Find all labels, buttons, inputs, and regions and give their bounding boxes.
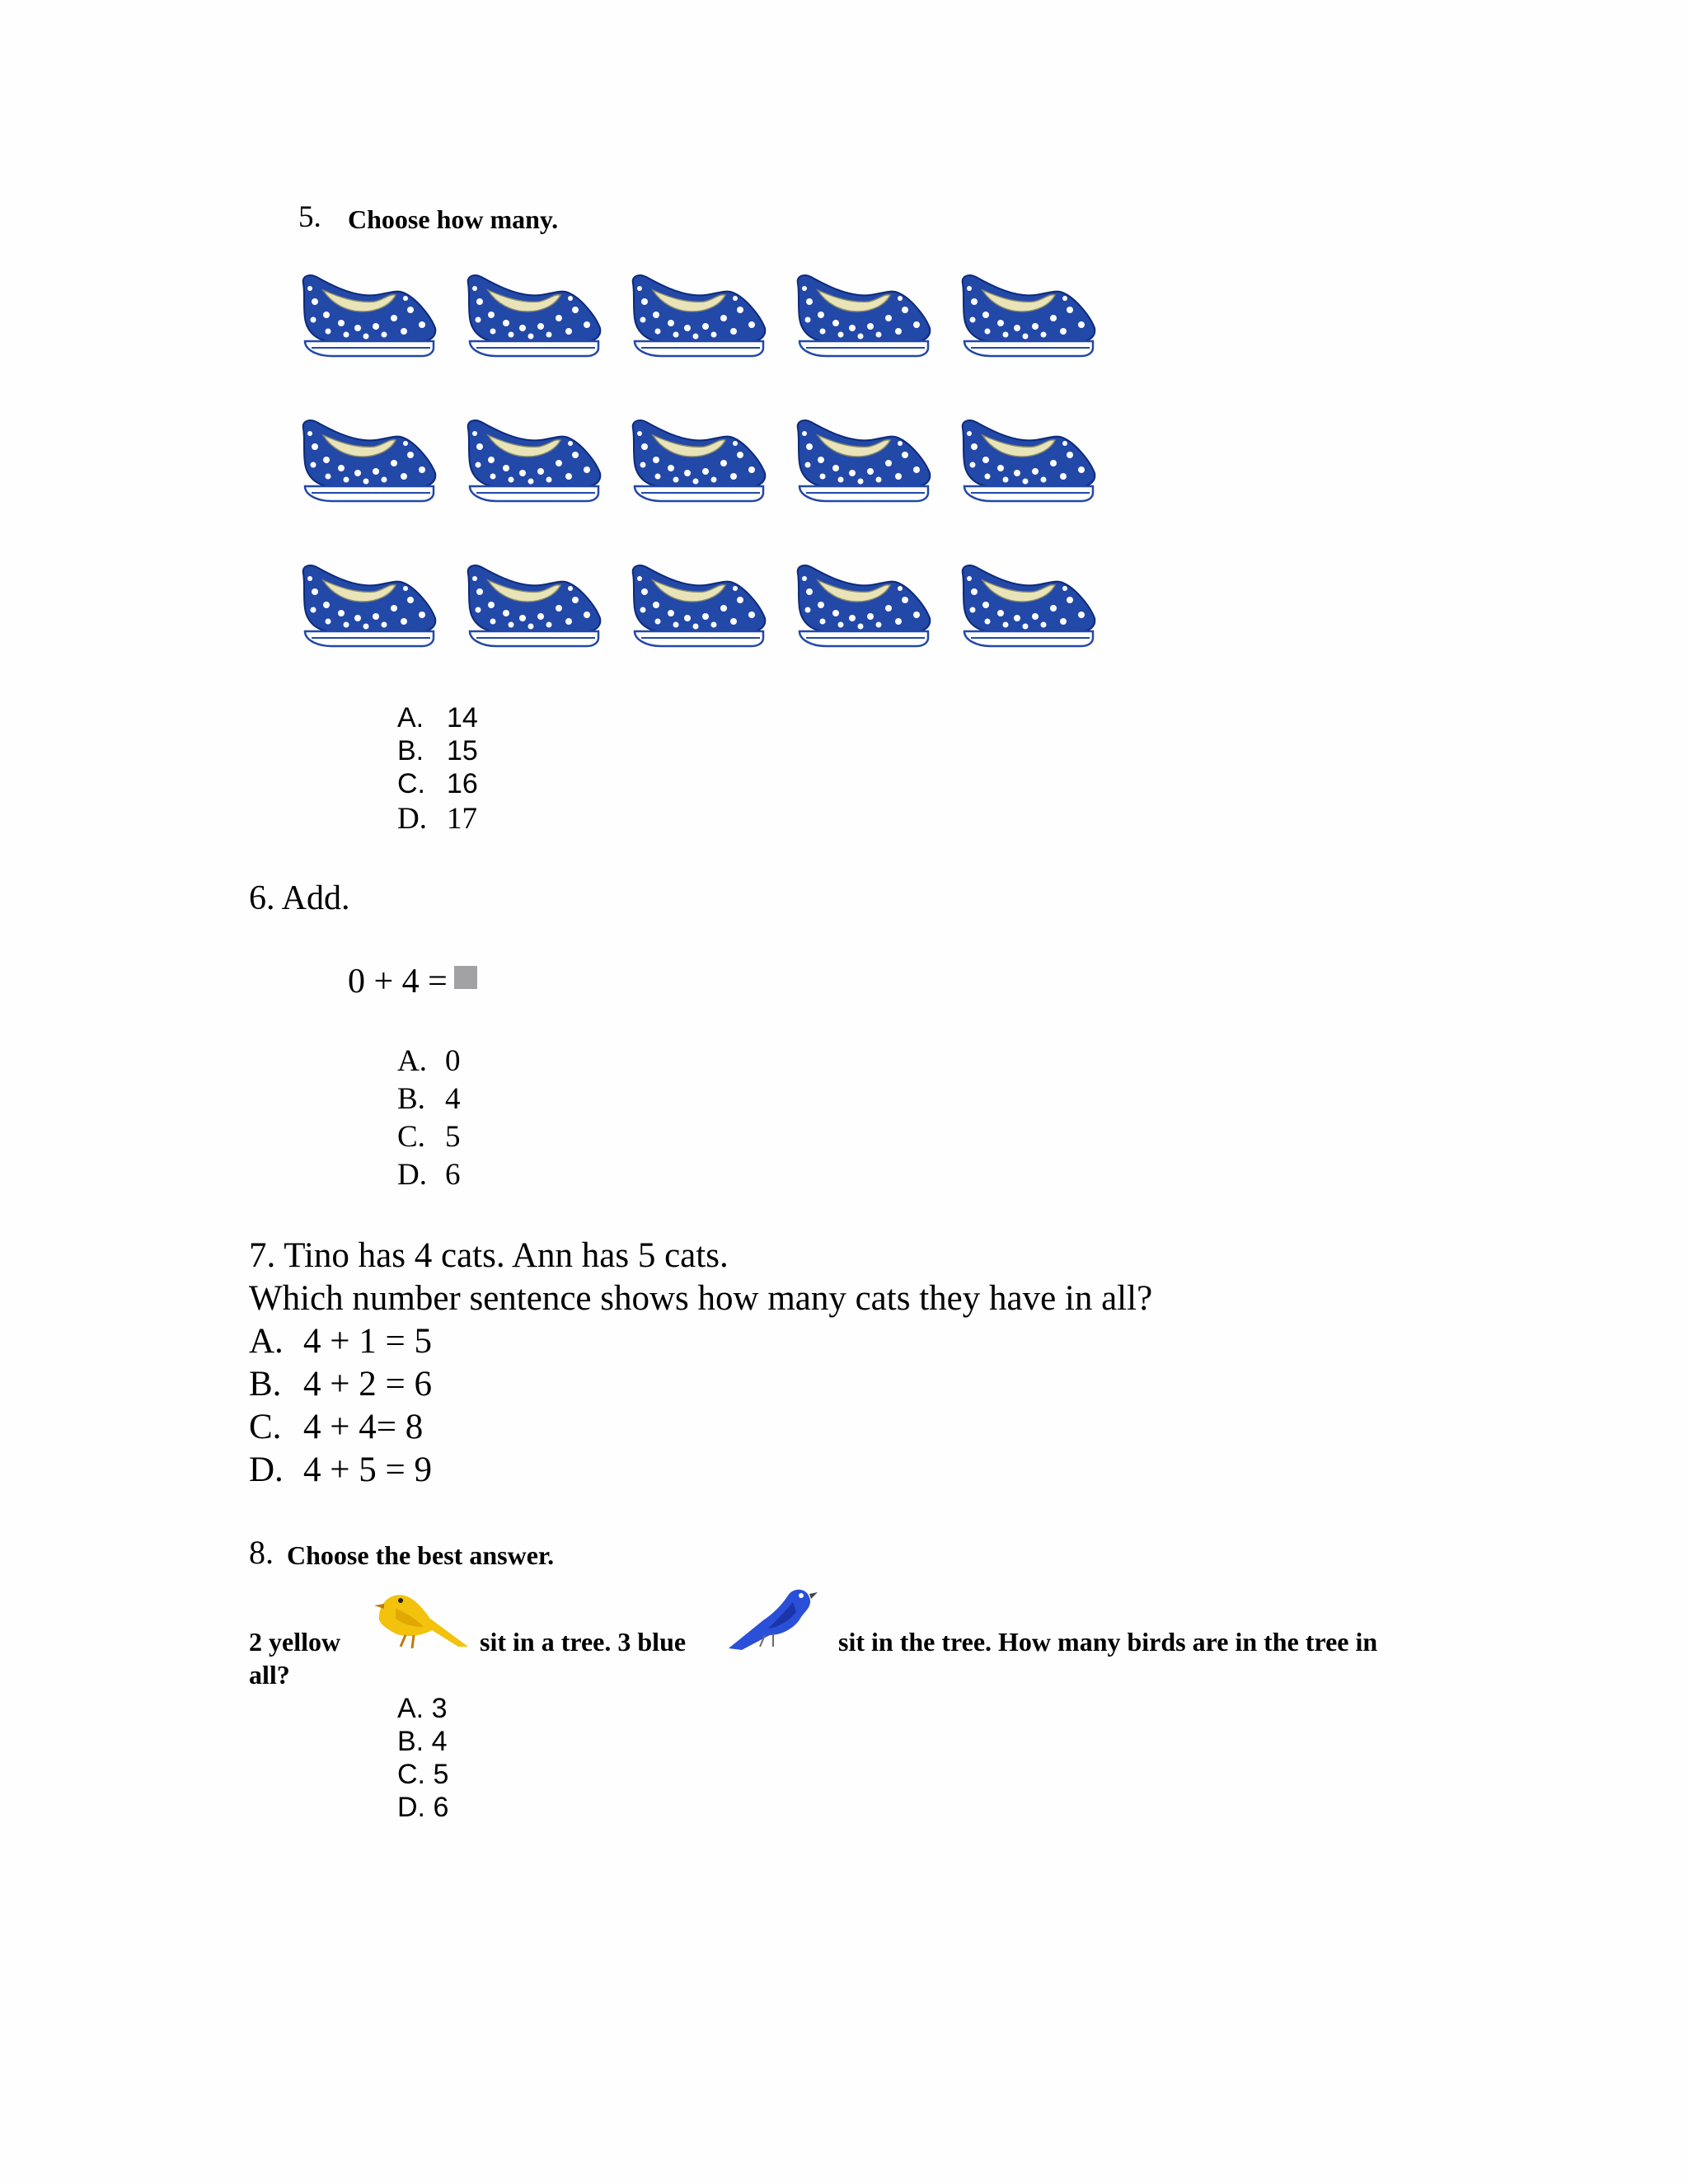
option-text: 5 bbox=[445, 1120, 461, 1154]
option-letter: B. bbox=[397, 735, 424, 766]
question-7 bbox=[249, 1235, 1152, 1492]
question-5-number: 5. bbox=[298, 200, 321, 234]
question-7-line-2: Which number sentence shows how many cats they have in all? bbox=[249, 1279, 1153, 1318]
q5-option-c[interactable] bbox=[397, 768, 478, 800]
question-6-title: 6. Add. bbox=[249, 879, 350, 917]
shoe-icon bbox=[958, 559, 1098, 662]
option-text: 6 bbox=[433, 1792, 449, 1823]
q8-text-part-2: sit in a tree. 3 blue bbox=[480, 1627, 687, 1657]
q7-option-d[interactable] bbox=[249, 1449, 1152, 1492]
shoe-icon bbox=[958, 414, 1098, 517]
shoe-icon bbox=[793, 414, 933, 517]
option-text: 4 + 2 = 6 bbox=[303, 1365, 433, 1404]
option-text: 17 bbox=[447, 802, 477, 836]
option-letter: A. bbox=[249, 1322, 284, 1361]
blue-bird-icon bbox=[727, 1584, 818, 1658]
option-text: 4 bbox=[431, 1726, 448, 1757]
shoe-icon bbox=[628, 414, 768, 517]
option-text: 4 + 5 = 9 bbox=[303, 1451, 433, 1489]
option-letter: A. bbox=[397, 1693, 424, 1724]
option-text: 4 + 1 = 5 bbox=[303, 1322, 433, 1361]
option-text: 6 bbox=[445, 1158, 461, 1192]
q6-option-d[interactable] bbox=[397, 1157, 461, 1193]
question-8-options bbox=[397, 1693, 562, 1833]
option-text: 15 bbox=[447, 735, 478, 766]
option-letter: D. bbox=[397, 802, 427, 836]
option-letter: C. bbox=[397, 1120, 425, 1154]
option-text: 4 + 4= 8 bbox=[303, 1408, 424, 1446]
shoe-icon bbox=[463, 414, 603, 517]
option-letter: B. bbox=[249, 1365, 282, 1404]
q8-text-part-3: sit in the tree. How many birds are in the tree in bbox=[838, 1627, 1378, 1657]
option-letter: B. bbox=[397, 1082, 425, 1116]
shoe-icon bbox=[463, 559, 603, 662]
option-letter: C. bbox=[397, 768, 425, 799]
q7-option-b[interactable] bbox=[249, 1363, 1152, 1406]
q6-option-c[interactable] bbox=[397, 1119, 461, 1155]
option-text: 0 bbox=[445, 1044, 461, 1078]
shoe-icon bbox=[793, 269, 933, 372]
option-text: 16 bbox=[447, 768, 478, 799]
q8-option-d[interactable] bbox=[397, 1792, 448, 1824]
shoe-icon bbox=[793, 559, 933, 662]
q6-option-b[interactable] bbox=[397, 1081, 461, 1117]
question-8-number: 8. bbox=[249, 1534, 274, 1571]
yellow-bird-icon bbox=[373, 1576, 471, 1658]
question-5-options bbox=[397, 702, 562, 842]
q8-option-a[interactable] bbox=[397, 1693, 448, 1725]
question-7-line-1: 7. Tino has 4 cats. Ann has 5 cats. bbox=[249, 1236, 729, 1275]
q5-option-a[interactable] bbox=[397, 702, 478, 734]
q7-option-c[interactable] bbox=[249, 1406, 1152, 1449]
question-5-prompt: Choose how many. bbox=[348, 204, 559, 234]
option-text: 3 bbox=[431, 1693, 448, 1724]
q7-option-a[interactable] bbox=[249, 1320, 1152, 1363]
q8-text-part-4: all? bbox=[249, 1660, 290, 1690]
q8-option-c[interactable] bbox=[397, 1759, 448, 1791]
shoe-icon bbox=[298, 269, 438, 372]
q5-option-b[interactable] bbox=[397, 735, 478, 767]
option-letter: A. bbox=[397, 702, 424, 733]
q5-option-d[interactable] bbox=[397, 801, 477, 837]
option-text: 5 bbox=[433, 1759, 449, 1790]
option-letter: D. bbox=[397, 1158, 427, 1192]
question-8-prompt: Choose the best answer. bbox=[287, 1540, 555, 1570]
option-letter: B. bbox=[397, 1726, 424, 1757]
option-letter: D. bbox=[397, 1792, 425, 1823]
option-letter: D. bbox=[249, 1451, 284, 1489]
shoe-icon bbox=[958, 269, 1098, 372]
shoe-icon bbox=[628, 559, 768, 662]
question-6-options bbox=[397, 1043, 562, 1200]
q8-text-part-1: 2 yellow bbox=[249, 1627, 341, 1657]
shoe-icon bbox=[463, 269, 603, 372]
shoe-picture-grid bbox=[298, 269, 1106, 681]
q6-option-a[interactable] bbox=[397, 1043, 461, 1079]
option-letter: C. bbox=[397, 1759, 425, 1790]
q8-option-b[interactable] bbox=[397, 1726, 448, 1758]
shoe-icon bbox=[298, 414, 438, 517]
option-text: 14 bbox=[447, 702, 478, 733]
option-letter: C. bbox=[249, 1408, 282, 1446]
question-6-equation bbox=[348, 962, 477, 1001]
equation-text: 0 + 4 = bbox=[348, 963, 448, 1001]
answer-blank-box bbox=[454, 966, 477, 989]
shoe-icon bbox=[298, 559, 438, 662]
option-letter: A. bbox=[397, 1044, 427, 1078]
option-text: 4 bbox=[445, 1082, 461, 1116]
shoe-icon bbox=[628, 269, 768, 372]
